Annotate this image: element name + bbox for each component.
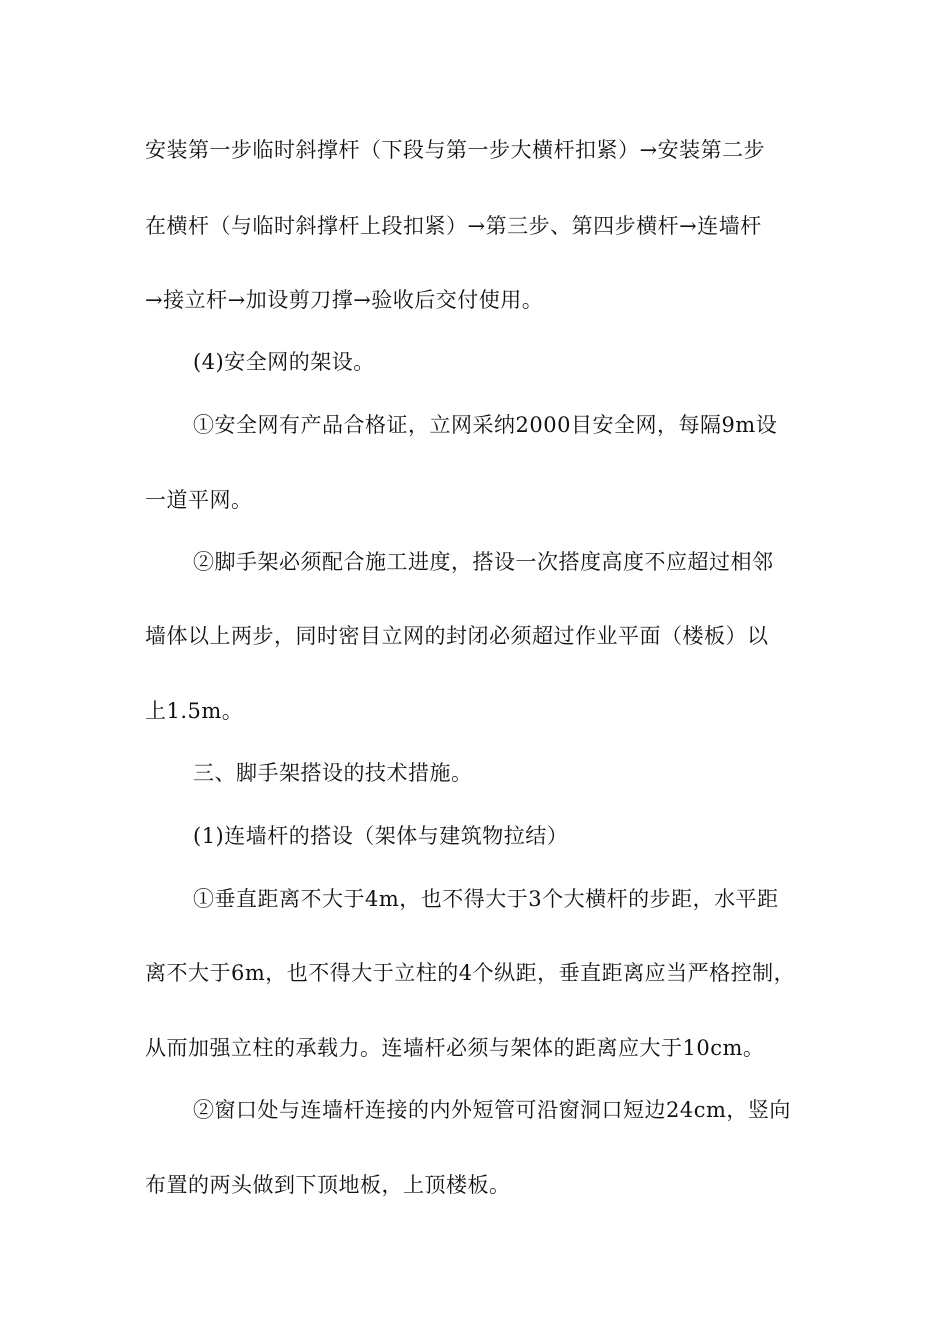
text-line: 安装第一步临时斜撑杆（下段与第一步大横杆扣紧）→安装第二步 bbox=[145, 138, 766, 162]
text-line: 一道平网。 bbox=[145, 488, 253, 512]
section-heading: (4)安全网的架设。 bbox=[193, 350, 375, 374]
text-line: ①垂直距离不大于4m，也不得大于3个大横杆的步距，水平距 bbox=[193, 887, 779, 911]
section-heading: (1)连墙杆的搭设（架体与建筑物拉结） bbox=[193, 824, 569, 848]
text-line: 布置的两头做到下顶地板，上顶楼板。 bbox=[145, 1173, 511, 1197]
text-line: 墙体以上两步，同时密目立网的封闭必须超过作业平面（楼板）以 bbox=[145, 624, 769, 648]
text-line: →接立杆→加设剪刀撑→验收后交付使用。 bbox=[145, 288, 544, 312]
text-line: 离不大于6m，也不得大于立柱的4个纵距，垂直距离应当严格控制， bbox=[145, 961, 796, 985]
text-line: 从而加强立柱的承载力。连墙杆必须与架体的距离应大于10cm。 bbox=[145, 1036, 765, 1060]
text-line: ①安全网有产品合格证，立网采纳2000目安全网，每隔9m设 bbox=[193, 413, 778, 437]
section-heading: 三、脚手架搭设的技术措施。 bbox=[193, 761, 473, 785]
text-line: 在横杆（与临时斜撑杆上段扣紧）→第三步、第四步横杆→连墙杆 bbox=[145, 214, 762, 238]
text-line: ②窗口处与连墙杆连接的内外短管可沿窗洞口短边24cm，竖向 bbox=[193, 1098, 791, 1122]
text-line: ②脚手架必须配合施工进度，搭设一次搭度高度不应超过相邻 bbox=[193, 550, 774, 574]
text-line: 上1.5m。 bbox=[145, 699, 244, 723]
